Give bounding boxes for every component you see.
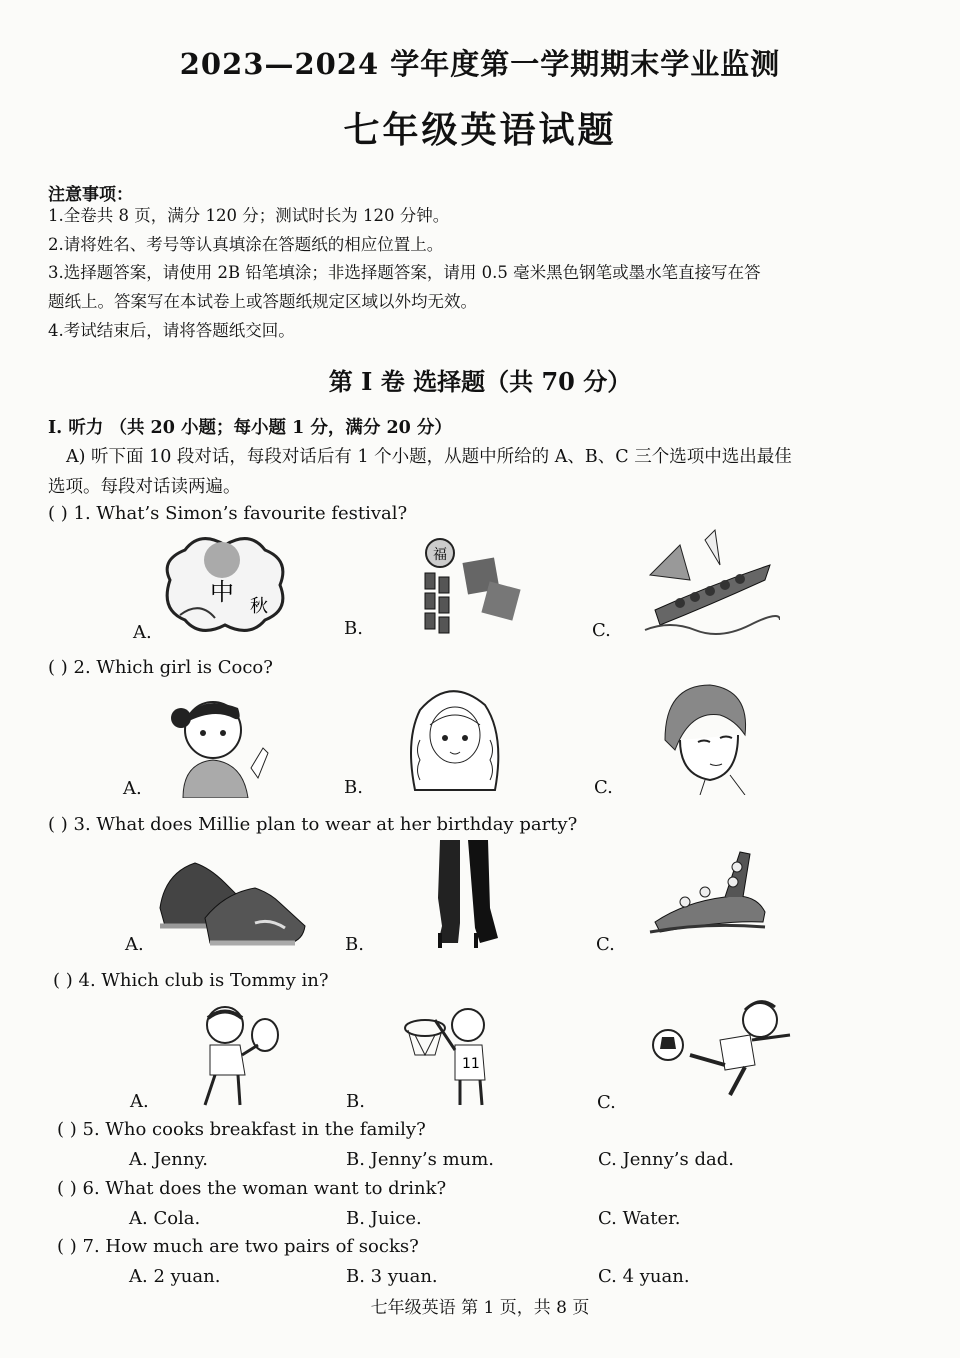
football-boy-image bbox=[650, 995, 800, 1105]
option-label: A. bbox=[123, 778, 142, 799]
question-stem: ( ) 3. What does Millie plan to wear at her birthday party? bbox=[48, 814, 578, 835]
svg-text:福: 福 bbox=[433, 547, 447, 563]
exam-title-line1: 2023—2024 学年度第一学期期末学业监测 bbox=[179, 47, 781, 81]
svg-text:中: 中 bbox=[210, 578, 234, 606]
exam-title-line2: 七年级英语试题 bbox=[343, 109, 617, 151]
note-item: 2.请将姓名、考号等认真填涂在答题纸的相应位置上。 bbox=[48, 235, 444, 254]
note-item: 3.选择题答案，请使用 2B 铅笔填涂；非选择题答案，请用 0.5 毫米黑色钢笔或墨水笔直接写在答 bbox=[48, 263, 761, 282]
note-item: 题纸上。答案写在本试卷上或答题纸规定区域以外均无效。 bbox=[48, 292, 477, 311]
option-label: A. Jenny. bbox=[129, 1149, 208, 1170]
basketball-boy-image bbox=[400, 1000, 515, 1110]
option-label: B. bbox=[344, 777, 363, 798]
option-label: B. bbox=[345, 934, 364, 955]
girl-short-hair-image bbox=[650, 680, 760, 795]
sneakers-image bbox=[155, 848, 310, 948]
option-label: C. Water. bbox=[598, 1208, 681, 1229]
option-label: B. 3 yuan. bbox=[346, 1266, 438, 1287]
option-label: A. bbox=[130, 1091, 149, 1112]
part-heading: I. 听力 （共 20 小题；每小题 1 分，满分 20 分） bbox=[48, 418, 452, 438]
ping-pong-boy-image bbox=[180, 1000, 285, 1110]
option-label: B. Jenny’s mum. bbox=[346, 1149, 495, 1170]
dragon-boat-festival-image bbox=[640, 525, 780, 640]
question-stem: ( ) 5. Who cooks breakfast in the family? bbox=[57, 1119, 426, 1140]
question-stem: ( ) 2. Which girl is Coco? bbox=[48, 657, 273, 678]
option-label: C. bbox=[597, 1092, 616, 1113]
option-label: A. Cola. bbox=[129, 1208, 201, 1229]
boots-image bbox=[430, 838, 505, 950]
note-item: 1.全卷共 8 页，满分 120 分；测试时长为 120 分钟。 bbox=[48, 206, 450, 225]
question-stem: ( ) 1. What’s Simon’s favourite festival? bbox=[48, 503, 408, 524]
option-label: C. bbox=[594, 777, 613, 798]
question-stem: ( ) 7. How much are two pairs of socks? bbox=[57, 1236, 419, 1257]
question-stem: ( ) 4. Which club is Tommy in? bbox=[53, 970, 329, 991]
sandals-image bbox=[645, 842, 775, 942]
svg-text:11: 11 bbox=[462, 1056, 480, 1072]
option-label: A. 2 yuan. bbox=[129, 1266, 221, 1287]
option-label: C. Jenny’s dad. bbox=[598, 1149, 734, 1170]
option-label: B. bbox=[346, 1091, 365, 1112]
option-label: C. bbox=[592, 620, 611, 641]
question-stem: ( ) 6. What does the woman want to drink? bbox=[57, 1178, 447, 1199]
note-item: 4.考试结束后，请将答题纸交回。 bbox=[48, 321, 295, 340]
option-label: B. bbox=[344, 618, 363, 639]
instruction-line: 选项。每段对话读两遍。 bbox=[48, 477, 241, 497]
mid-autumn-festival-image bbox=[160, 530, 290, 640]
option-label: C. 4 yuan. bbox=[598, 1266, 690, 1287]
option-label: A. bbox=[133, 622, 152, 643]
option-label: A. bbox=[125, 934, 144, 955]
spring-festival-firecrackers-image bbox=[415, 535, 525, 640]
section-title: 第 I 卷 选择题（共 70 分） bbox=[328, 367, 632, 396]
option-label: C. bbox=[596, 934, 615, 955]
instruction-line: A) 听下面 10 段对话，每段对话后有 1 个小题，从题中所给的 A、B、C 三个选项中选出最佳 bbox=[66, 447, 792, 467]
girl-ponytail-image bbox=[163, 688, 273, 798]
svg-text:秋: 秋 bbox=[250, 596, 268, 617]
page-footer: 七年级英语 第 1 页，共 8 页 bbox=[370, 1298, 590, 1318]
option-label: B. Juice. bbox=[346, 1208, 422, 1229]
girl-long-curly-hair-image bbox=[400, 680, 510, 795]
notes-heading: 注意事项： bbox=[48, 185, 133, 205]
